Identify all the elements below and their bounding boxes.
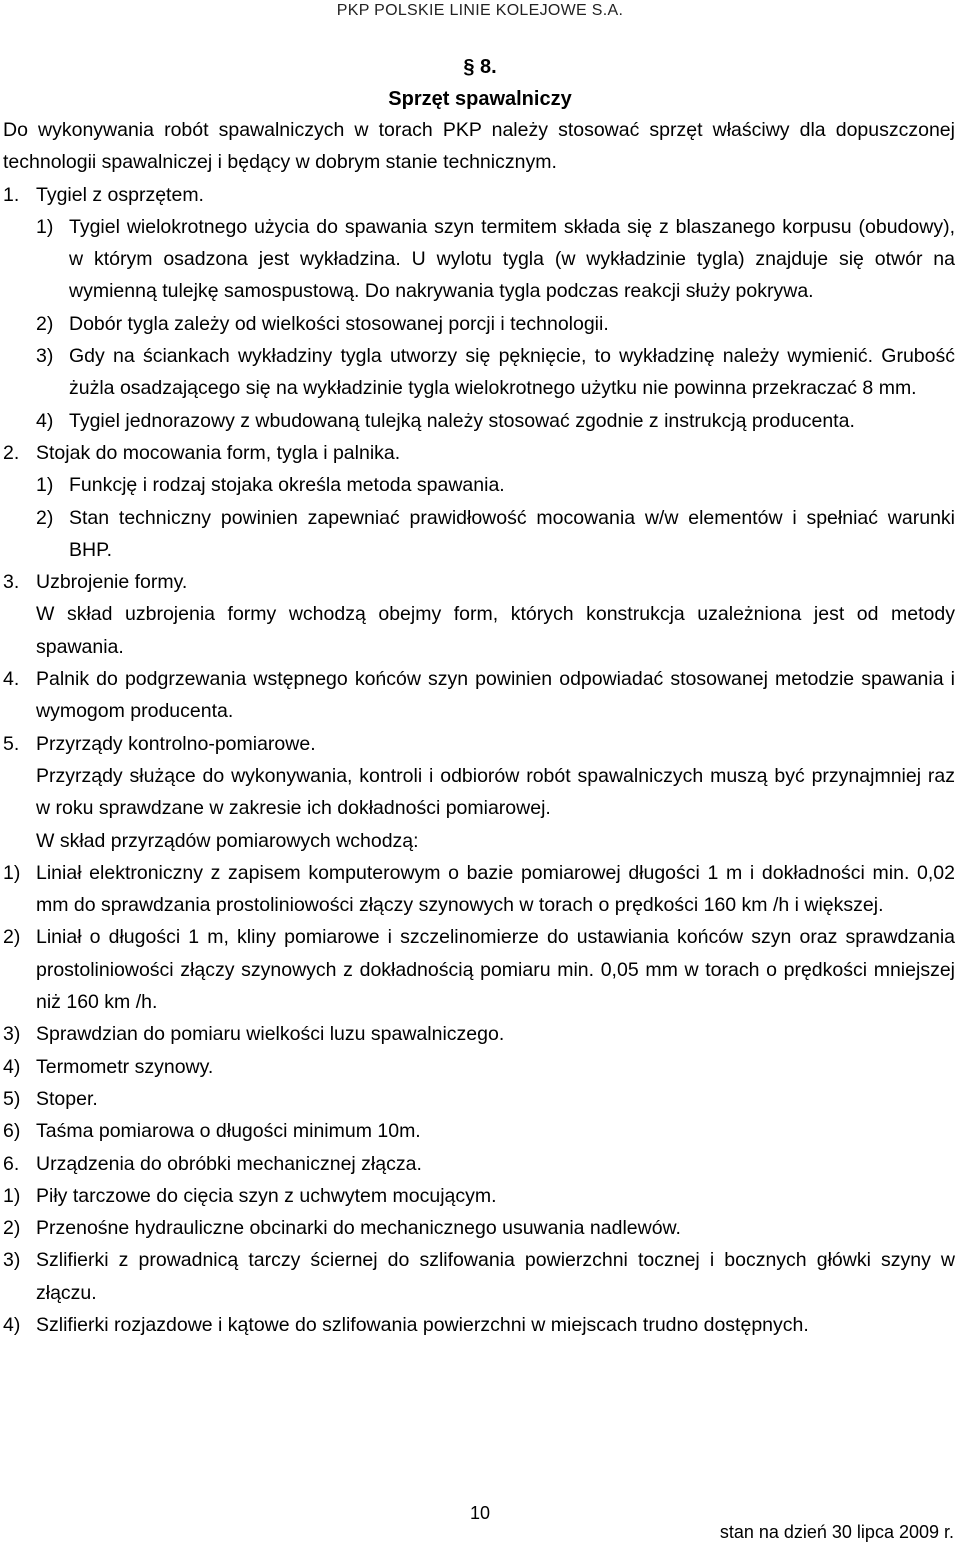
sub-list-item: [3, 921, 955, 1018]
sub-item-number: 2): [3, 1217, 21, 1240]
sub-list-item: [3, 405, 955, 437]
sub-item-text: Taśma pomiarowa o długości minimum 10m.: [36, 1120, 421, 1143]
sub-list-item: [3, 1018, 955, 1050]
sub-item-text: Sprawdzian do pomiaru wielkości luzu spawalniczego.: [36, 1023, 505, 1046]
sub-item-number: 3): [36, 345, 54, 368]
page-number: 10: [469, 1503, 491, 1523]
sub-item-text: Szlifierki rozjazdowe i kątowe do szlifowania powierzchni w miejscach trudno dostępnych.: [36, 1313, 809, 1336]
sub-item-number: 4): [3, 1055, 21, 1078]
sub-list-item: [3, 502, 955, 567]
sub-item-text: Termometr szynowy.: [36, 1055, 214, 1078]
sub-item-number: 5): [3, 1087, 21, 1110]
item-number: 2.: [3, 441, 20, 464]
sub-item-text: Stan techniczny powinien zapewniać prawidłowość mocowania w/w elementów i spełniać warunki BHP.: [69, 506, 955, 561]
sub-item-number: 2): [3, 926, 21, 949]
item-number: 5.: [3, 732, 20, 755]
running-header: PKP POLSKIE LINIE KOLEJOWE S.A.: [336, 2, 624, 19]
sub-item-text: Szlifierki z prowadnicą tarczy ściernej do szlifowania powierzchni tocznej i bocznych główki szyny w złączu.: [36, 1249, 955, 1304]
sub-item-number: 2): [36, 506, 54, 529]
item-title: Przyrządy kontrolno-pomiarowe.: [36, 732, 316, 755]
sub-list-item: [3, 1212, 955, 1244]
sub-item-number: 6): [3, 1120, 21, 1143]
item-body: W skład uzbrojenia formy wchodzą obejmy form, których konstrukcja uzależniona jest od metody spawania.: [36, 603, 955, 658]
section-title: Sprzęt spawalniczy: [388, 88, 572, 110]
intro-paragraph: Do wykonywania robót spawalniczych w torach PKP należy stosować sprzęt właściwy dla dopuszczonej technologii spawalniczej i będący w dobrym stanie technicznym.: [3, 119, 955, 174]
sub-list-item: [3, 1309, 955, 1341]
sub-item-text: Liniał elektroniczny z zapisem komputerowym o bazie pomiarowej długości 1 m i dokładności min. 0,02 mm do sprawdzania prostoliniowości złączy szynowych w torach o prędkości 160 km /h i większej.: [36, 861, 955, 917]
sub-item-text: Funkcję i rodzaj stojaka określa metoda spawania.: [69, 474, 505, 497]
sub-item-text: Stoper.: [36, 1087, 98, 1110]
sub-list-item: [3, 1115, 955, 1147]
sub-item-number: 3): [3, 1249, 21, 1272]
item-number: 6.: [3, 1152, 20, 1175]
list-item: [3, 566, 955, 598]
list-item: [3, 437, 955, 469]
sub-item-number: 3): [3, 1023, 21, 1046]
item-title: Tygiel z osprzętem.: [36, 183, 204, 206]
sub-item-number: 1): [3, 1184, 21, 1207]
sub-list-item: [3, 1051, 955, 1083]
sub-item-number: 1): [36, 474, 54, 497]
sub-item-number: 4): [36, 409, 54, 432]
sub-list-item: [3, 857, 955, 922]
sub-list-item: [3, 308, 955, 340]
item-number: 3.: [3, 571, 20, 594]
sub-list-item: [3, 211, 955, 308]
footer-date: stan na dzień 30 lipca 2009 r.: [719, 1522, 954, 1542]
item-title: Stojak do mocowania form, tygla i palnika.: [36, 441, 401, 464]
sub-item-number: 4): [3, 1313, 21, 1336]
sub-item-text: Tygiel jednorazowy z wbudowaną tulejką należy stosować zgodnie z instrukcją producenta.: [69, 409, 855, 432]
item-body: W skład przyrządów pomiarowych wchodzą:: [36, 829, 419, 852]
list-item: [3, 728, 955, 760]
sub-list-item: [3, 1244, 955, 1309]
list-item: [3, 179, 955, 211]
item-body: Przyrządy służące do wykonywania, kontroli i odbiorów robót spawalniczych muszą być przynajmniej raz w roku sprawdzane w zakresie ich dokładności pomiarowej.: [36, 764, 955, 820]
document-body: [3, 114, 955, 1341]
sub-list-item: [3, 1180, 955, 1212]
sub-item-text: Piły tarczowe do cięcia szyn z uchwytem mocującym.: [36, 1184, 497, 1207]
sub-item-number: 1): [3, 861, 21, 884]
item-title: Urządzenia do obróbki mechanicznej złącza.: [36, 1152, 422, 1175]
sub-item-text: Liniał o długości 1 m, kliny pomiarowe i szczelinomierze do ustawiania końców szyn oraz sprawdzania prostoliniowości złączy szynowych z dokładnością pomiaru min. 0,05 mm w torach o prędkości mniejszej niż 160 km /h.: [36, 926, 955, 1014]
sub-item-number: 1): [36, 215, 54, 238]
item-number: 1.: [3, 183, 20, 206]
list-item: [3, 1148, 955, 1180]
item-number: 4.: [3, 668, 20, 691]
sub-item-text: Tygiel wielokrotnego użycia do spawania szyn termitem składa się z blaszanego korpusu (obudowy), w którym osadzona jest wykładzina. U wylotu tygla (w wykładzinie tygla) znajduje się otwór na wymienną tulejkę samospustową. Do nakrywania tygla podczas reakcji służy pokrywa.: [69, 215, 955, 303]
section-number: § 8.: [463, 56, 497, 78]
item-title: Uzbrojenie formy.: [36, 571, 188, 594]
sub-list-item: [3, 1083, 955, 1115]
item-title: Palnik do podgrzewania wstępnego końców szyn powinien odpowiadać stosowanej metodzie spawania i wymogom producenta.: [36, 668, 955, 723]
sub-list-item: [3, 469, 955, 501]
sub-list-item: [3, 340, 955, 405]
sub-item-number: 2): [36, 312, 54, 335]
sub-item-text: Dobór tygla zależy od wielkości stosowanej porcji i technologii.: [69, 312, 609, 335]
sub-item-text: Przenośne hydrauliczne obcinarki do mechanicznego usuwania nadlewów.: [36, 1217, 681, 1240]
list-item: [3, 663, 955, 728]
sub-item-text: Gdy na ściankach wykładziny tygla utworzy się pęknięcie, to wykładzinę należy wymienić. Grubość żużla osadzającego się na wykładzinie tygla wielokrotnego użytku nie powinna przekraczać 8 mm.: [69, 345, 955, 400]
